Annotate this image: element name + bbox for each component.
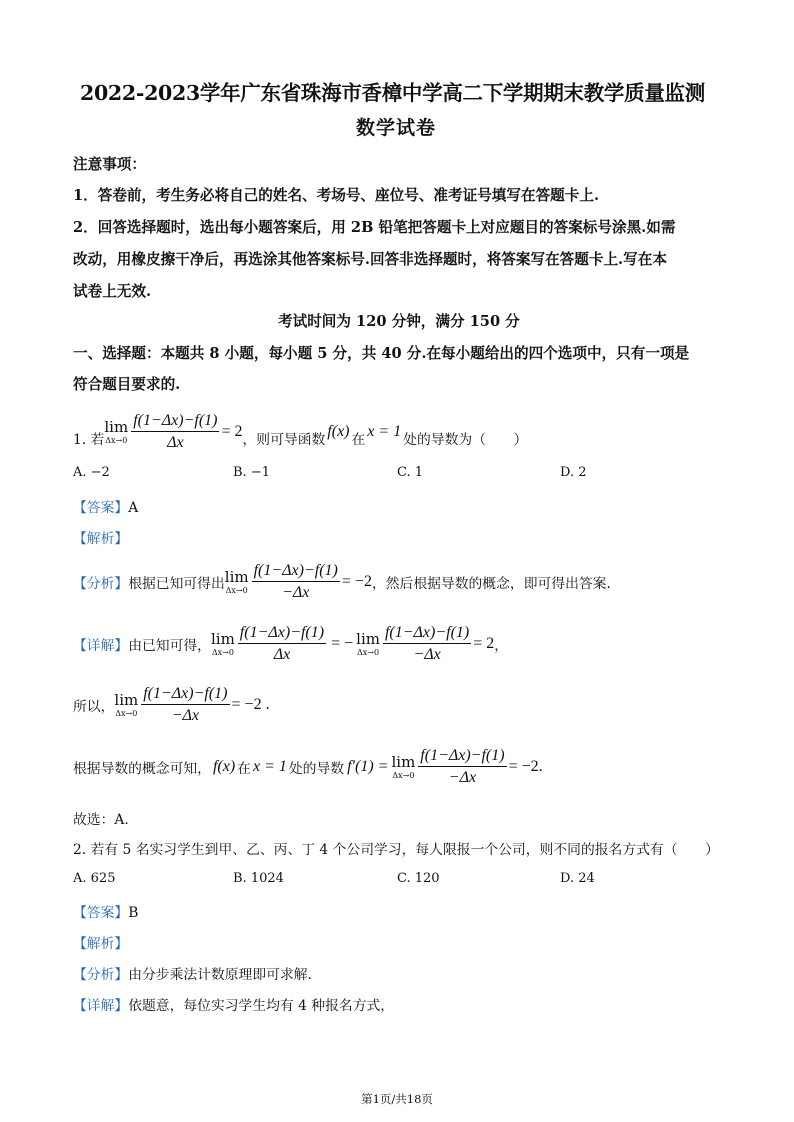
q1-option-d: D. 2 <box>560 465 587 480</box>
section1-line-2: 符合题目要求的. <box>73 376 181 393</box>
q1-option-b: B. −1 <box>233 465 270 480</box>
q1-guxuan: 故选：A. <box>73 812 129 828</box>
lim-subscript: Δx→0 <box>115 708 138 718</box>
concept-mid: 处的导数 <box>288 761 345 777</box>
xiangjie-fraction-2 <box>383 624 471 664</box>
equals-value: = −2 . <box>231 696 270 713</box>
q1-mid-text: ，则可导函数 <box>242 432 326 448</box>
fraction-numerator: f(1−Δx)−f(1) <box>238 624 326 644</box>
fenxi-fraction <box>252 562 340 602</box>
fraction-denominator: −Δx <box>448 769 477 786</box>
fenxi-tag: 【分析】 <box>73 967 129 983</box>
q1-at-text: 在 <box>351 432 366 448</box>
q2-option-b: B. 1024 <box>233 871 284 886</box>
q1-option-c: C. 1 <box>397 465 424 480</box>
xiangjie-limit-2 <box>356 629 380 657</box>
q2-analysis-tag: 【解析】 <box>73 936 129 952</box>
equals-value: = 2 <box>221 423 243 440</box>
notice-item-1: 1．答卷前，考生务必将自己的姓名、考场号、座位号、准考证号填写在答题卡上. <box>73 187 600 204</box>
xiangjie-fraction-1 <box>238 624 326 664</box>
fraction-numerator: f(1−Δx)−f(1) <box>383 624 471 644</box>
q1-suoyi <box>73 685 270 725</box>
lim-text: lim <box>224 567 249 586</box>
equals-value: = 2 <box>473 635 495 652</box>
q2-option-a: A. 625 <box>73 871 116 886</box>
lim-text: lim <box>114 690 139 709</box>
section1-line-1: 一、选择题：本题共 8 小题，每小题 5 分，共 40 分.在每小题给出的四个选项中，只有一项是 <box>73 345 690 362</box>
lim-text: lim <box>391 752 416 771</box>
lim-text: lim <box>210 629 235 648</box>
suoyi-text: 所以， <box>73 699 115 715</box>
fraction-numerator: f(1−Δx)−f(1) <box>252 562 340 582</box>
notice-item-2-line-1: 2．回答选择题时，选出每小题答案后，用 2B 铅笔把答题卡上对应题目的答案标号涂黑.如需 <box>73 219 676 236</box>
q1-fraction <box>131 412 219 452</box>
concept-fx: f(x) <box>212 758 236 775</box>
fraction-denominator: −Δx <box>282 584 310 601</box>
lim-subscript: Δx→0 <box>225 585 248 595</box>
fraction-denominator: Δx <box>167 434 184 451</box>
q2-answer <box>73 901 138 921</box>
equals-value: = −2 <box>341 573 372 590</box>
fenxi-post: ，然后根据导数的概念，即可得出答案. <box>371 576 611 592</box>
lim-subscript: Δx→0 <box>357 647 380 657</box>
xiangjie-tag: 【详解】 <box>73 638 129 654</box>
answer-tag: 【答案】 <box>73 500 129 516</box>
notice-item-2-line-3: 试卷上无效. <box>73 283 152 300</box>
q1-xiangjie <box>73 624 508 664</box>
suoyi-fraction <box>141 685 229 725</box>
concept-limit <box>391 752 416 780</box>
answer-value: A <box>128 500 139 516</box>
fraction-denominator: −Δx <box>171 707 200 724</box>
q2-fenxi <box>73 963 312 983</box>
answer-tag: 【答案】 <box>73 905 129 921</box>
lim-subscript: Δx→0 <box>211 647 234 657</box>
page-subtitle: 数学试卷 <box>356 117 437 139</box>
equals-negative: = − <box>331 635 354 652</box>
q1-stem <box>73 412 527 452</box>
q2-option-c: C. 120 <box>397 871 440 886</box>
q1-analysis-tag: 【解析】 <box>73 531 129 547</box>
concept-pre: 根据导数的概念可知， <box>73 761 211 777</box>
q2-xiangjie <box>73 994 394 1014</box>
xiangjie-tag: 【详解】 <box>73 998 129 1014</box>
q1-fx: f(x) <box>327 423 350 440</box>
q1-x-equals-1: x = 1 <box>367 423 402 440</box>
fraction-numerator: f(1−Δx)−f(1) <box>418 747 506 767</box>
q1-concept <box>73 747 543 787</box>
fenxi-limit <box>224 567 249 595</box>
xiangjie-text: 依题意，每位实习学生均有 4 种报名方式， <box>128 998 395 1014</box>
q1-prefix: 1. 若 <box>73 432 105 448</box>
suoyi-limit <box>114 690 139 718</box>
equals-value: = −2. <box>508 758 543 775</box>
lim-text: lim <box>104 417 129 436</box>
fenxi-text: 由分步乘法计数原理即可求解. <box>128 967 312 983</box>
concept-fprime: f′(1) = <box>347 758 389 775</box>
exam-time: 考试时间为 120 分钟，满分 150 分 <box>278 313 520 330</box>
fraction-denominator: −Δx <box>413 646 441 663</box>
notice-item-2-line-2: 改动，用橡皮擦干净后，再选涂其他答案标号.回答非选择题时，将答案写在答题卡上.写在本 <box>73 251 667 268</box>
fraction-denominator: Δx <box>273 646 291 663</box>
lim-subscript: Δx→0 <box>392 770 415 780</box>
q1-fenxi <box>73 562 611 602</box>
q2-stem: 2. 若有 5 名实习学生到甲、乙、丙、丁 4 个公司学习，每人限报一个公司，则不同的报名方式有（ ） <box>73 842 719 858</box>
fraction-numerator: f(1−Δx)−f(1) <box>141 685 229 705</box>
q1-answer <box>73 496 138 516</box>
fenxi-tag: 【分析】 <box>73 576 129 592</box>
fenxi-pre: 根据已知可得出 <box>128 576 225 592</box>
answer-value: B <box>128 905 139 921</box>
page-title: 2022-2023学年广东省珠海市香樟中学高二下学期期末教学质量监测 <box>80 81 705 105</box>
concept-x-equals-1: x = 1 <box>252 758 287 775</box>
page-footer: 第1页/共18页 <box>361 1092 433 1106</box>
comma: ， <box>494 638 509 654</box>
lim-text: lim <box>356 629 380 648</box>
notice-heading: 注意事项： <box>73 156 146 173</box>
lim-subscript: Δx→0 <box>105 435 128 445</box>
xiangjie-limit-1 <box>210 629 235 657</box>
fraction-numerator: f(1−Δx)−f(1) <box>131 412 219 432</box>
q2-option-d: D. 24 <box>560 871 595 886</box>
q1-option-a: A. −2 <box>73 465 110 480</box>
concept-fraction <box>418 747 506 787</box>
q1-suffix: 处的导数为（ ） <box>403 432 528 448</box>
q1-limit <box>104 417 129 445</box>
concept-at: 在 <box>237 761 251 777</box>
xiangjie-pre: 由已知可得， <box>128 638 211 654</box>
